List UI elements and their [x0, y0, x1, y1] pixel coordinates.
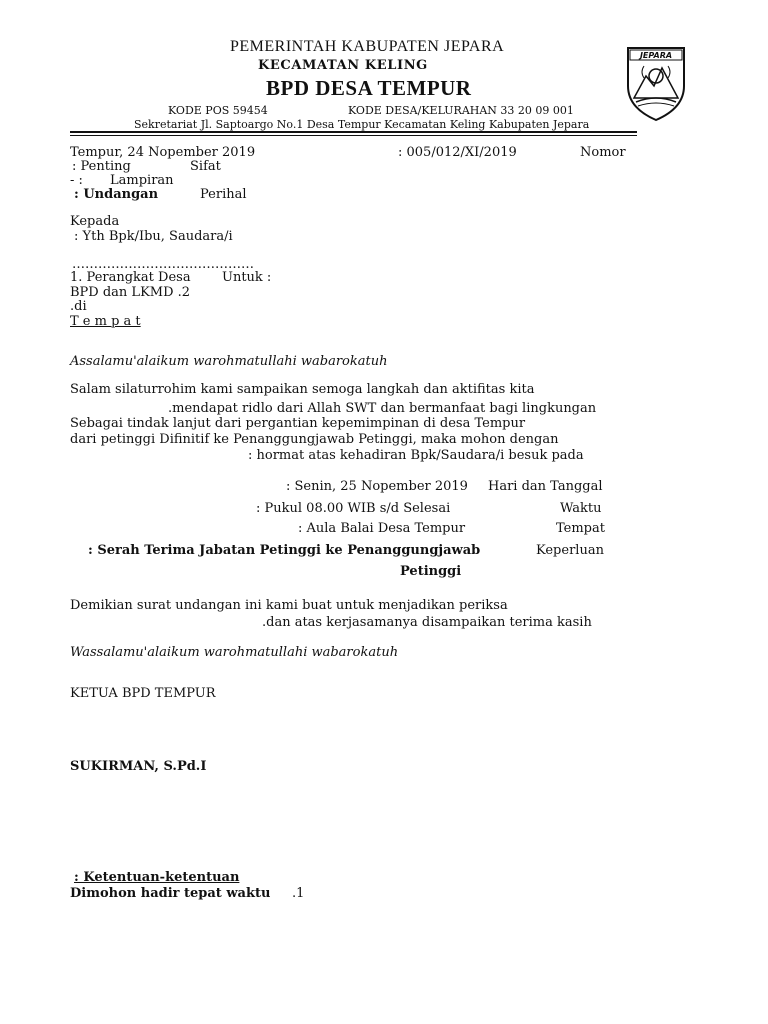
signatory-name: SUKIRMAN, S.Pd.I [70, 759, 207, 774]
perihal-value: : Undangan [74, 187, 159, 202]
farewell: Wassalamu'alaikum warohmatullahi wabarokatuh [70, 645, 399, 660]
nomor-value: : 005/012/XI/2019 [398, 145, 517, 160]
greeting: Assalamu'alaikum warohmatullahi wabarokatuh [70, 354, 388, 369]
recipient-di: .di [70, 299, 87, 314]
kepada-label: Kepada [70, 214, 120, 229]
schedule-purpose-value-cont: Petinggi [400, 564, 462, 579]
paragraph-1-line-1: Salam silaturrohim kami sampaikan semoga langkah dan aktifitas kita [70, 382, 535, 397]
lampiran-label: Lampiran [110, 173, 174, 188]
recipient-untuk: Untuk : [222, 270, 272, 285]
perihal-label: Perihal [200, 187, 247, 202]
recipient-tempat: T e m p a t [70, 314, 141, 329]
recipient-item-1: 1. Perangkat Desa [70, 270, 191, 285]
notes-heading: : Ketentuan-ketentuan [74, 870, 240, 885]
jepara-crest-logo [624, 42, 688, 122]
schedule-date-value: : Senin, 25 Nopember 2019 [286, 479, 468, 494]
paragraph-1-line-2: .mendapat ridlo dari Allah SWT dan bermanfaat bagi lingkungan [168, 401, 597, 416]
letterhead-postcode: KODE POS 59454 [168, 104, 268, 117]
sifat-label: Sifat [190, 159, 221, 174]
paragraph-2-line-1: Sebagai tindak lanjut dari pergantian kepemimpinan di desa Tempur [70, 416, 526, 431]
letterhead-rule-thick [70, 131, 637, 133]
letter-date: Tempur, 24 Nopember 2019 [70, 145, 256, 160]
schedule-purpose-label: Keperluan [536, 543, 604, 558]
recipient-salutation: : Yth Bpk/Ibu, Saudara/i [74, 229, 233, 244]
schedule-place-value: : Aula Balai Desa Tempur [298, 521, 466, 536]
lampiran-value: - : [70, 173, 83, 188]
nomor-label: Nomor [580, 145, 626, 160]
schedule-place-label: Tempat [556, 521, 605, 536]
closing-line-1: Demikian surat undangan ini kami buat untuk menjadikan periksa [70, 598, 508, 613]
letterhead-rule-thin [70, 135, 637, 136]
svg-text:JEPARA: JEPARA [639, 51, 673, 60]
letterhead-government: PEMERINTAH KABUPATEN JEPARA [230, 38, 505, 55]
paragraph-2-line-3: : hormat atas kehadiran Bpk/Saudara/i besuk pada [248, 448, 584, 463]
paragraph-2-line-2: dari petinggi Difinitif ke Penanggungjawab Petinggi, maka mohon dengan [70, 432, 559, 447]
notes-item-text: Dimohon hadir tepat waktu [70, 886, 271, 901]
letterhead-title: BPD DESA TEMPUR [266, 76, 472, 100]
schedule-date-label: Hari dan Tanggal [488, 479, 603, 494]
schedule-purpose-value: : Serah Terima Jabatan Petinggi ke Penanggungjawab [88, 543, 481, 558]
letterhead-district: KECAMATAN KELING [258, 58, 428, 73]
signatory-position: KETUA BPD TEMPUR [70, 686, 216, 701]
letterhead-village-code: KODE DESA/KELURAHAN 33 20 09 001 [348, 104, 574, 117]
recipient-dots: …………………………………… [72, 257, 254, 272]
recipient-item-2: BPD dan LKMD .2 [70, 285, 191, 300]
closing-line-2: .dan atas kerjasamanya disampaikan terima kasih [262, 615, 592, 630]
schedule-time-value: : Pukul 08.00 WIB s/d Selesai [256, 501, 451, 516]
schedule-time-label: Waktu [560, 501, 602, 516]
notes-item-number: .1 [292, 886, 305, 901]
letterhead-address: Sekretariat Jl. Saptoargo No.1 Desa Tempur Kecamatan Keling Kabupaten Jepara [134, 118, 590, 131]
sifat-value: : Penting [72, 159, 131, 174]
